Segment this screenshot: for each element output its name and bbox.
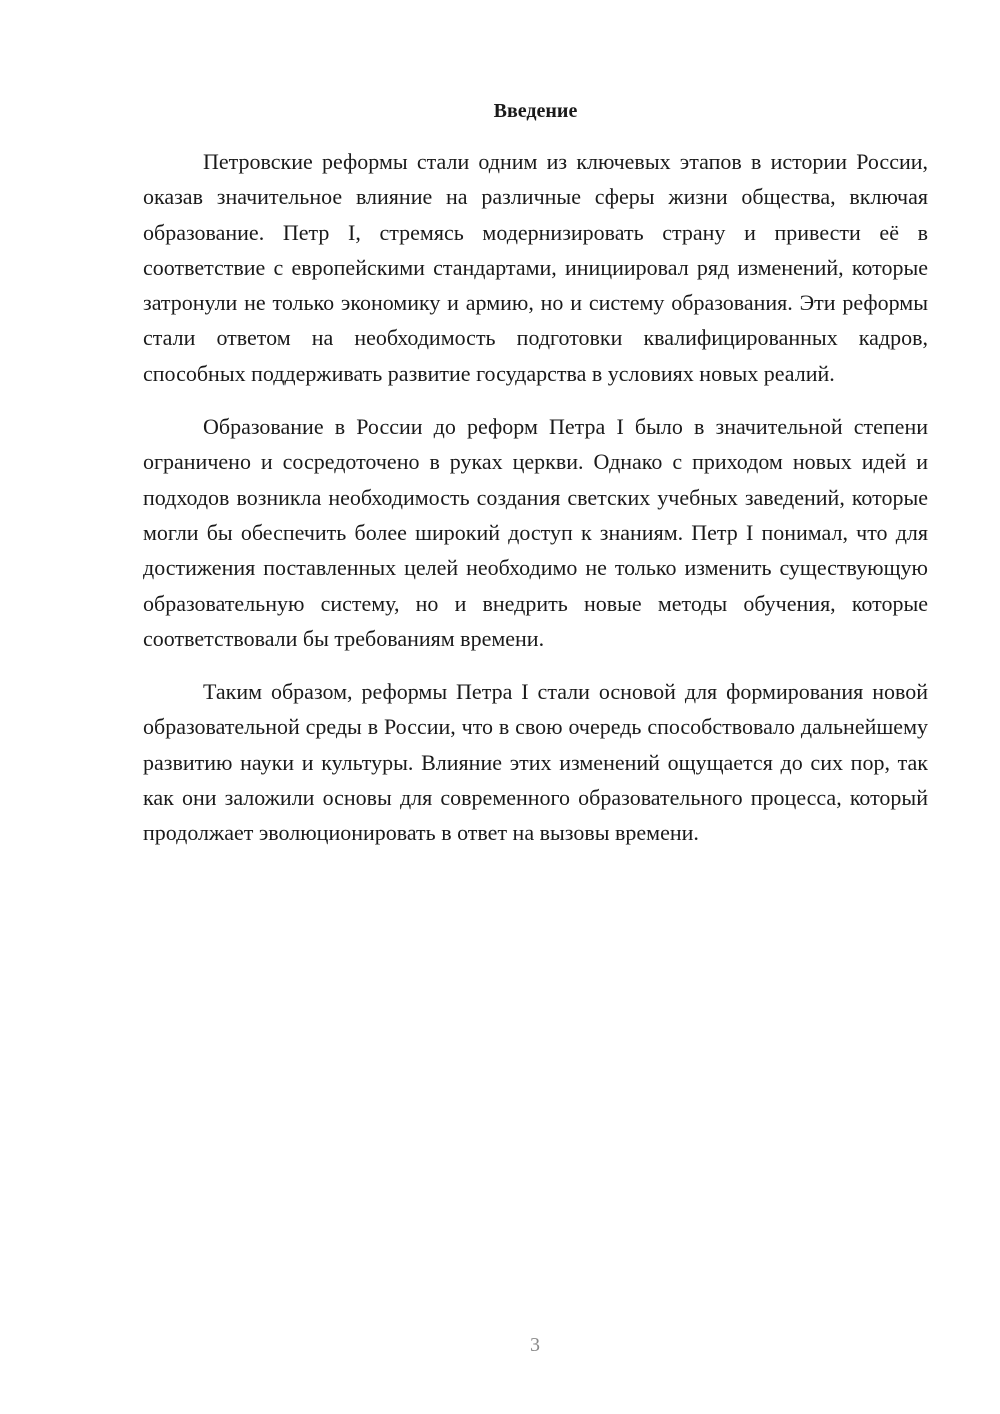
paragraph-3: Таким образом, реформы Петра I стали основой для формирования новой образовательной среды в России, что в свою очередь способствовало дальнейшему развитию науки и культуры. Влияние этих изменений ощущается до сих пор, так как они заложили основы для современного образовательного процесса, который продолжает эволюционировать в ответ на вызовы времени. (143, 679, 928, 846)
paragraph-2: Образование в России до реформ Петра I было в значительной степени ограничено и сосредоточено в руках церкви. Однако с приходом новых идей и подходов возникла необходимость создания светских учебных заведений, которые могли бы обеспечить более широкий доступ к знаниям. Петр I понимал, что для достижения поставленных целей необходимо не только изменить существующую образовательную систему, но и внедрить новые методы обучения, которые соответствовали бы требованиям времени. (143, 414, 928, 651)
paragraph-1: Петровские реформы стали одним из ключевых этапов в истории России, оказав значительное влияние на различные сферы жизни общества, включая образование. Петр I, стремясь модернизировать страну и привести её в соответствие с европейскими стандартами, инициировал ряд изменений, которые затронули не только экономику и армию, но и систему образования. Эти реформы стали ответом на необходимость подготовки квалифицированных кадров, способных поддерживать развитие государства в условиях новых реалий. (143, 149, 928, 386)
page-number: 3 (530, 1334, 540, 1356)
page-content (143, 98, 928, 869)
section-heading: Введение (493, 100, 578, 122)
